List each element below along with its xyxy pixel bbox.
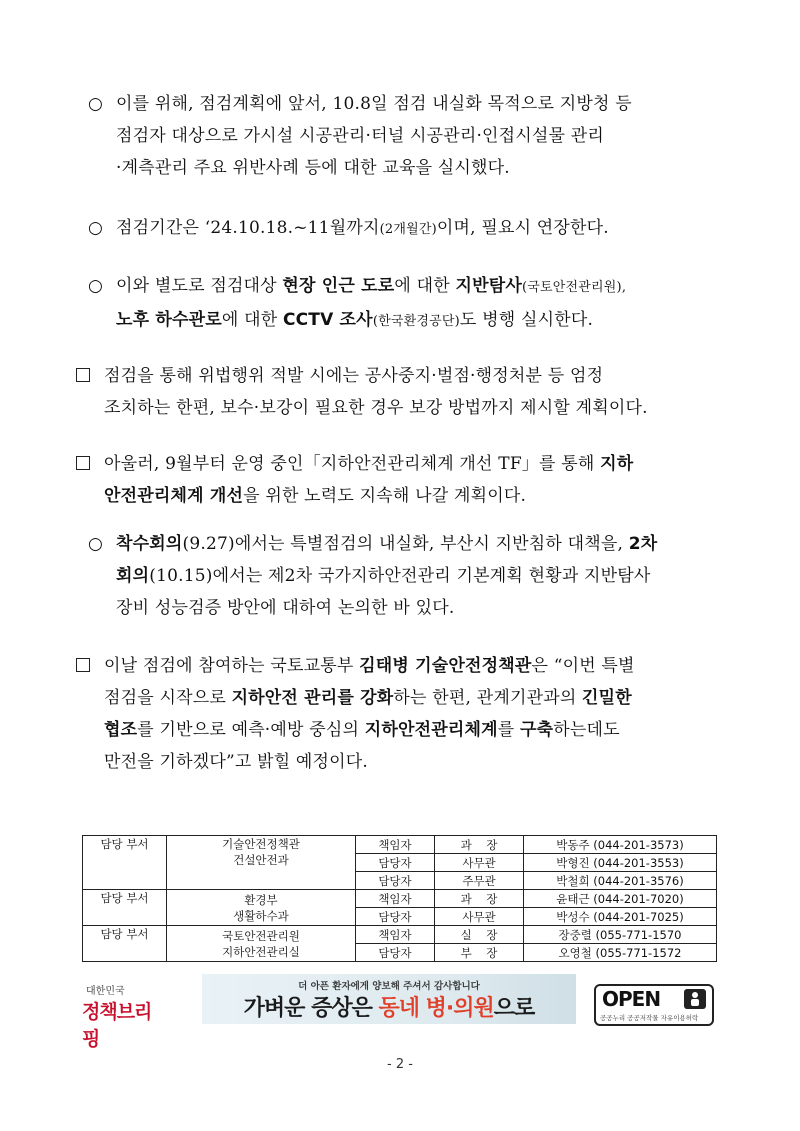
org-division: 생활하수과 <box>233 908 289 923</box>
title-cell: 부 장 <box>435 944 524 962</box>
policy-briefing-logo[interactable] <box>82 982 167 1050</box>
role-cell: 담당자 <box>356 944 435 962</box>
name-phone-cell: 박동주 (044-201-3573) <box>524 836 717 854</box>
bold-text: 노후 하수관로 <box>116 310 222 330</box>
text-span: 를 <box>497 720 520 740</box>
text-span: 점검기간은 ‘24.10.18.~11월까지 <box>116 218 380 238</box>
role-cell: 담당자 <box>356 908 435 926</box>
bold-text: CCTV 조사 <box>282 310 373 330</box>
text-span: 도 병행 실시한다. <box>459 310 594 330</box>
small-note: (한국환경공단) <box>372 314 460 329</box>
paragraph-ground-survey <box>88 270 748 338</box>
bold-text: 협조 <box>104 720 138 740</box>
paragraph-education <box>88 88 738 184</box>
name-phone-cell: 박성수 (044-201-7025) <box>524 908 717 926</box>
role-cell: 책임자 <box>356 926 435 944</box>
org-name: 기술안전정책관 <box>222 837 300 851</box>
square-bullet <box>76 360 90 392</box>
title-cell: 과 장 <box>435 836 524 854</box>
bold-text: 긴밀한 <box>582 688 632 708</box>
text-line: 이를 위해, 점검계획에 앞서, 10.8일 점검 내실화 목적으로 지방청 등 <box>116 94 632 114</box>
open-label: OPEN <box>602 987 661 1011</box>
text-span: 을 위한 노력도 지속해 나갈 계획이다. <box>243 486 527 506</box>
text-span: 하는 한편, 관계기관과의 <box>393 688 583 708</box>
logo-small-text: 대한민국 <box>86 986 125 997</box>
banner-headline <box>202 991 576 1022</box>
name-phone-cell: 박형진 (044-201-3553) <box>524 854 717 872</box>
bold-text: 현장 인근 도로 <box>282 276 395 296</box>
role-cell: 담당자 <box>356 854 435 872</box>
bold-text: 지하 <box>600 454 634 474</box>
paragraph-period <box>88 212 738 246</box>
text-span: 점검을 시작으로 <box>104 688 232 708</box>
name-phone-cell: 박철희 (044-201-3576) <box>524 872 717 890</box>
page-number: - 2 - <box>387 1057 413 1072</box>
org-division: 건설안전과 <box>233 853 289 867</box>
paragraph-meetings <box>88 528 748 624</box>
org-cell <box>167 836 356 890</box>
org-cell <box>167 926 356 962</box>
open-license-text: 공공누리 공공저작물 자유이용허락 <box>600 1014 699 1022</box>
org-name: 환경부 <box>244 892 278 907</box>
name-phone-cell: 장중렬 (055-771-1570 <box>524 926 717 944</box>
paragraph-enforcement <box>76 360 746 424</box>
dept-label-cell: 담당 부서 <box>83 836 167 890</box>
bold-text: 지하안전 관리를 강화 <box>231 688 394 708</box>
name-phone-cell: 오영철 (055-771-1572 <box>524 944 717 962</box>
banner-highlight: 동네 병·의원 <box>378 996 494 1021</box>
org-division: 지하안전관리실 <box>222 944 300 959</box>
small-note: (국토안전관리원), <box>521 280 627 295</box>
text-span: (10.15)에서는 제2차 국가지하안전관리 기본계획 현황과 지반탐사 <box>149 566 651 586</box>
bold-text: 착수회의 <box>116 534 183 554</box>
bold-text: 2차 <box>628 534 658 554</box>
text-line: 만전을 기하겠다”고 밝힐 예정이다. <box>104 752 369 772</box>
person-icon <box>684 989 706 1009</box>
table-row <box>83 926 717 944</box>
text-line: 점검자 대상으로 가시설 시공관리·터널 시공관리·인접시설물 관리 <box>116 126 605 146</box>
dept-label-cell: 담당 부서 <box>83 926 167 962</box>
table-row <box>83 890 717 908</box>
logo-main-text: 정책브리핑 <box>82 1001 152 1050</box>
text-span: 이날 점검에 참여하는 국토교통부 <box>104 656 360 676</box>
text-span: 하는데도 <box>553 720 620 740</box>
title-cell: 사무관 <box>435 854 524 872</box>
square-bullet <box>76 448 90 480</box>
bold-text: 구축 <box>519 720 554 740</box>
text-span: 에 대한 <box>221 310 283 330</box>
circle-bullet: ○ <box>88 218 104 238</box>
text-span: 이와 별도로 점검대상 <box>116 276 283 296</box>
text-line: 점검을 통해 위법행위 적발 시에는 공사중지·벌점·행정처분 등 엄정 <box>104 366 604 386</box>
text-span: 아울러, 9월부터 운영 중인「지하안전관리체계 개선 TF」를 통해 <box>104 454 601 474</box>
role-cell: 책임자 <box>356 890 435 908</box>
circle-bullet: ○ <box>88 94 104 114</box>
square-bullet <box>76 650 90 682</box>
dept-label-cell: 담당 부서 <box>83 890 167 926</box>
circle-bullet: ○ <box>88 276 104 296</box>
table-row <box>83 836 717 854</box>
bold-text: 안전관리체계 개선 <box>104 486 244 506</box>
name-phone-cell: 윤태근 (044-201-7020) <box>524 890 717 908</box>
title-cell: 주무관 <box>435 872 524 890</box>
banner-text: 으로 <box>493 996 535 1021</box>
text-span: 은 “이번 특별 <box>531 656 635 676</box>
text-line: 장비 성능검증 방안에 대하여 논의한 바 있다. <box>116 598 455 618</box>
paragraph-tf <box>76 448 746 512</box>
title-cell: 과 장 <box>435 890 524 908</box>
title-cell: 실 장 <box>435 926 524 944</box>
banner-subtitle: 더 아픈 환자에게 양보해 주셔서 감사합니다 <box>298 981 480 992</box>
small-note: (2개월간) <box>379 222 437 237</box>
text-line: 조치하는 한편, 보수·보강이 필요한 경우 보강 방법까지 제시할 계획이다. <box>104 398 648 418</box>
text-span: (9.27)에서는 특별점검의 내실화, 부산시 지반침하 대책을, <box>182 534 629 554</box>
role-cell: 책임자 <box>356 836 435 854</box>
title-cell: 사무관 <box>435 908 524 926</box>
paragraph-quote <box>76 650 746 778</box>
circle-bullet: ○ <box>88 534 104 554</box>
bold-text: 지하안전관리체계 <box>364 720 498 740</box>
text-line: ·계측관리 주요 위반사례 등에 대한 교육을 실시했다. <box>116 158 510 178</box>
campaign-banner[interactable] <box>202 974 576 1024</box>
bold-text: 지반탐사 <box>455 276 522 296</box>
contacts-table <box>82 835 717 962</box>
org-name: 국토안전관리원 <box>222 928 300 943</box>
role-cell: 담당자 <box>356 872 435 890</box>
text-span: 이며, 필요시 연장한다. <box>436 218 609 238</box>
org-cell <box>167 890 356 926</box>
text-span: 에 대한 <box>394 276 456 296</box>
bold-text: 회의 <box>116 566 150 586</box>
bold-text: 김태병 기술안전정책관 <box>359 656 532 676</box>
open-license-badge[interactable] <box>594 984 714 1026</box>
text-span: 를 기반으로 예측·예방 중심의 <box>137 720 365 740</box>
banner-text: 가벼운 증상은 <box>243 996 379 1021</box>
